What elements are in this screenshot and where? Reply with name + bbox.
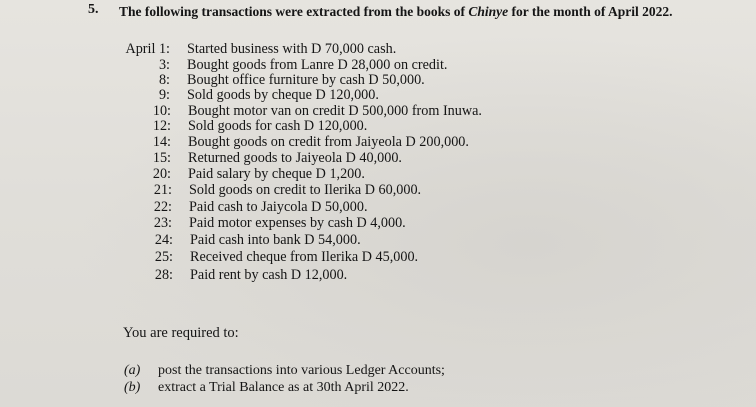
transaction-description: Started business with D 70,000 cash. (187, 41, 397, 57)
transaction-row (3, 267, 623, 284)
transaction-date: 20: (152, 166, 171, 182)
transaction-description: Paid salary by cheque D 1,200. (188, 166, 365, 182)
intro-text-end: for the month of April 2022. (508, 4, 673, 19)
transaction-row (2, 199, 622, 216)
transaction-description: Bought goods on credit from Jaiyeola D 200,000. (188, 134, 469, 150)
transaction-description: Bought motor van on credit D 500,000 from Inuwa. (188, 103, 482, 119)
transaction-date: 21: (153, 182, 172, 198)
task-text: extract a Trial Balance as at 30th April 2022. (158, 380, 409, 395)
transaction-description: Paid cash into bank D 54,000. (190, 232, 361, 248)
task-b (124, 380, 624, 398)
transaction-date: April 1: (125, 41, 170, 57)
transaction-row (0, 87, 620, 104)
transaction-row (3, 232, 623, 249)
question-number: 5. (88, 2, 99, 17)
transaction-description: Paid motor expenses by cash D 4,000. (189, 215, 406, 231)
transaction-date: 24: (154, 232, 173, 248)
task-label: (a) (124, 363, 141, 378)
task-text: post the transactions into various Ledger Accounts; (158, 363, 445, 378)
transaction-description: Sold goods on credit to Ilerika D 60,000. (189, 182, 422, 198)
transaction-row (1, 166, 621, 183)
transaction-description: Bought office furniture by cash D 50,000. (187, 72, 425, 88)
transaction-date: 12: (152, 118, 171, 134)
transaction-row (2, 182, 622, 199)
transaction-row (0, 41, 620, 58)
transaction-description: Sold goods by cheque D 120,000. (187, 87, 379, 103)
transaction-date: 9: (158, 87, 170, 103)
transaction-description: Returned goods to Jaiyeola D 40,000. (188, 150, 402, 166)
transaction-date: 10: (152, 103, 171, 119)
question-intro (119, 4, 672, 20)
task-a (124, 363, 624, 381)
transaction-date: 28: (154, 267, 173, 283)
transaction-description: Sold goods for cash D 120,000. (188, 118, 368, 134)
transaction-row (3, 249, 623, 266)
transaction-description: Bought goods from Lanre D 28,000 on credit. (187, 57, 448, 73)
transaction-date: 8: (158, 72, 170, 88)
business-name: Chinye (468, 4, 509, 19)
transaction-date: 25: (154, 249, 173, 265)
transaction-description: Paid cash to Jaiycola D 50,000. (189, 199, 368, 215)
transaction-description: Paid rent by cash D 12,000. (190, 267, 348, 283)
transaction-row (2, 215, 622, 232)
intro-text-start: The following transactions were extracted from the books of (119, 4, 469, 19)
transaction-date: 23: (153, 215, 172, 231)
transaction-date: 15: (152, 150, 171, 166)
transaction-row (1, 150, 621, 167)
task-label: (b) (124, 380, 141, 395)
transaction-row (1, 118, 621, 135)
transaction-description: Received cheque from Ilerika D 45,000. (190, 249, 419, 265)
requirement-heading: You are required to: (123, 325, 239, 341)
transaction-date: 14: (152, 134, 171, 150)
transaction-date: 22: (153, 199, 172, 215)
transaction-date: 3: (158, 57, 170, 73)
transaction-row (1, 134, 621, 151)
